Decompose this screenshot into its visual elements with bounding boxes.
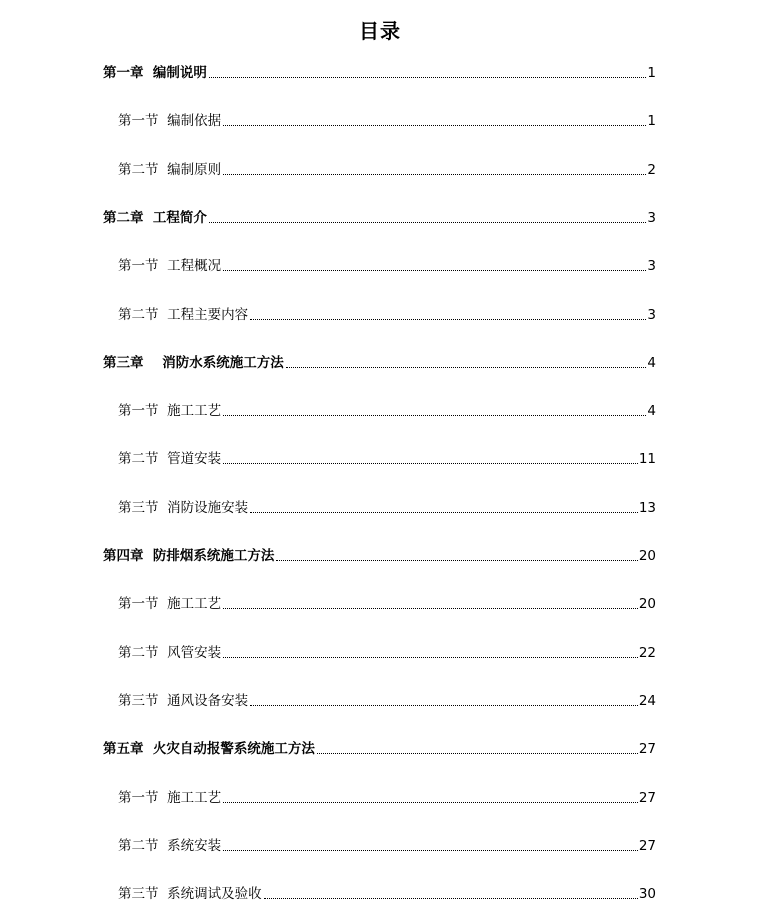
toc-section-entry[interactable]: [118, 305, 656, 325]
toc-entry-label: 第三节 消防设施安装: [118, 499, 249, 516]
toc-entry-label: 第一章 编制说明: [103, 65, 207, 81]
toc-section-entry[interactable]: [118, 836, 656, 856]
toc-dot-leader: [209, 222, 647, 223]
toc-section-entry[interactable]: [118, 594, 656, 614]
toc-dot-leader: [223, 463, 638, 464]
toc-entry-label: 第一节 施工工艺: [118, 403, 222, 420]
toc-dot-leader: [223, 608, 638, 609]
toc-chapter-entry[interactable]: [103, 63, 656, 83]
toc-page-number: 24: [638, 692, 656, 709]
toc-dot-leader: [223, 802, 638, 803]
toc-page-number: 27: [638, 741, 656, 758]
toc-page-number: 4: [647, 354, 656, 371]
toc-section-entry[interactable]: [118, 884, 656, 904]
toc-section-entry[interactable]: [118, 160, 656, 180]
toc-page-number: 1: [647, 113, 656, 130]
toc-page-number: 2: [647, 161, 656, 178]
toc-dot-leader: [223, 125, 646, 126]
toc-page-number: 27: [638, 837, 656, 854]
toc-page-number: 3: [647, 306, 656, 323]
toc-section-entry[interactable]: [118, 449, 656, 469]
toc-dot-leader: [250, 512, 638, 513]
toc-title: 目录: [359, 19, 401, 43]
toc-chapter-entry[interactable]: [103, 353, 656, 373]
toc-page-number: 3: [647, 258, 656, 275]
toc-entry-label: 第二节 管道安装: [118, 451, 222, 468]
toc-page-number: 13: [638, 499, 656, 516]
toc-section-entry[interactable]: [118, 401, 656, 421]
toc-section-entry[interactable]: [118, 691, 656, 711]
toc-dot-leader: [276, 560, 637, 561]
toc-page-number: 22: [638, 644, 656, 661]
toc-entry-label: 第二节 系统安装: [118, 837, 222, 854]
toc-page-number: 20: [638, 548, 656, 564]
toc-section-entry[interactable]: [118, 788, 656, 808]
toc-section-entry[interactable]: [118, 111, 656, 131]
toc-entry-label: 第四章 防排烟系统施工方法: [103, 548, 275, 564]
toc-dot-leader: [264, 898, 638, 899]
toc-entry-label: 第一节 施工工艺: [118, 789, 222, 806]
toc-section-entry[interactable]: [118, 498, 656, 518]
toc-entry-label: 第一节 工程概况: [118, 258, 222, 275]
toc-dot-leader: [223, 415, 646, 416]
toc-entry-label: 第三章 消防水系统施工方法: [103, 354, 284, 371]
toc-entry-label: 第二节 风管安装: [118, 644, 222, 661]
toc-dot-leader: [209, 77, 647, 78]
toc-dot-leader: [250, 705, 638, 706]
toc-dot-leader: [286, 367, 647, 368]
toc-entry-label: 第一节 施工工艺: [118, 596, 222, 613]
toc-dot-leader: [223, 850, 638, 851]
toc-page-number: 1: [647, 65, 656, 81]
toc-chapter-entry[interactable]: [103, 546, 656, 566]
toc-dot-leader: [223, 270, 646, 271]
toc-chapter-entry[interactable]: [103, 739, 656, 759]
toc-entry-label: 第一节 编制依据: [118, 113, 222, 130]
toc-dot-leader: [223, 174, 646, 175]
toc-entry-label: 第二节 编制原则: [118, 161, 222, 178]
toc-dot-leader: [250, 319, 646, 320]
toc-entry-label: 第二节 工程主要内容: [118, 306, 249, 323]
toc-page-number: 4: [647, 403, 656, 420]
toc-page-number: 3: [647, 209, 656, 226]
toc-section-entry[interactable]: [118, 256, 656, 276]
toc-page-number: 30: [638, 886, 656, 903]
toc-page-number: 11: [638, 451, 656, 468]
toc-entry-label: 第五章 火灾自动报警系统施工方法: [103, 741, 315, 758]
toc-entry-label: 第三节 系统调试及验收: [118, 886, 262, 903]
toc-entry-label: 第二章 工程简介: [103, 209, 207, 226]
toc-entry-label: 第三节 通风设备安装: [118, 692, 249, 709]
toc-chapter-entry[interactable]: [103, 208, 656, 228]
toc-page-number: 20: [638, 596, 656, 613]
toc-dot-leader: [317, 753, 638, 754]
toc-page-number: 27: [638, 789, 656, 806]
toc-section-entry[interactable]: [118, 643, 656, 663]
toc-dot-leader: [223, 657, 638, 658]
